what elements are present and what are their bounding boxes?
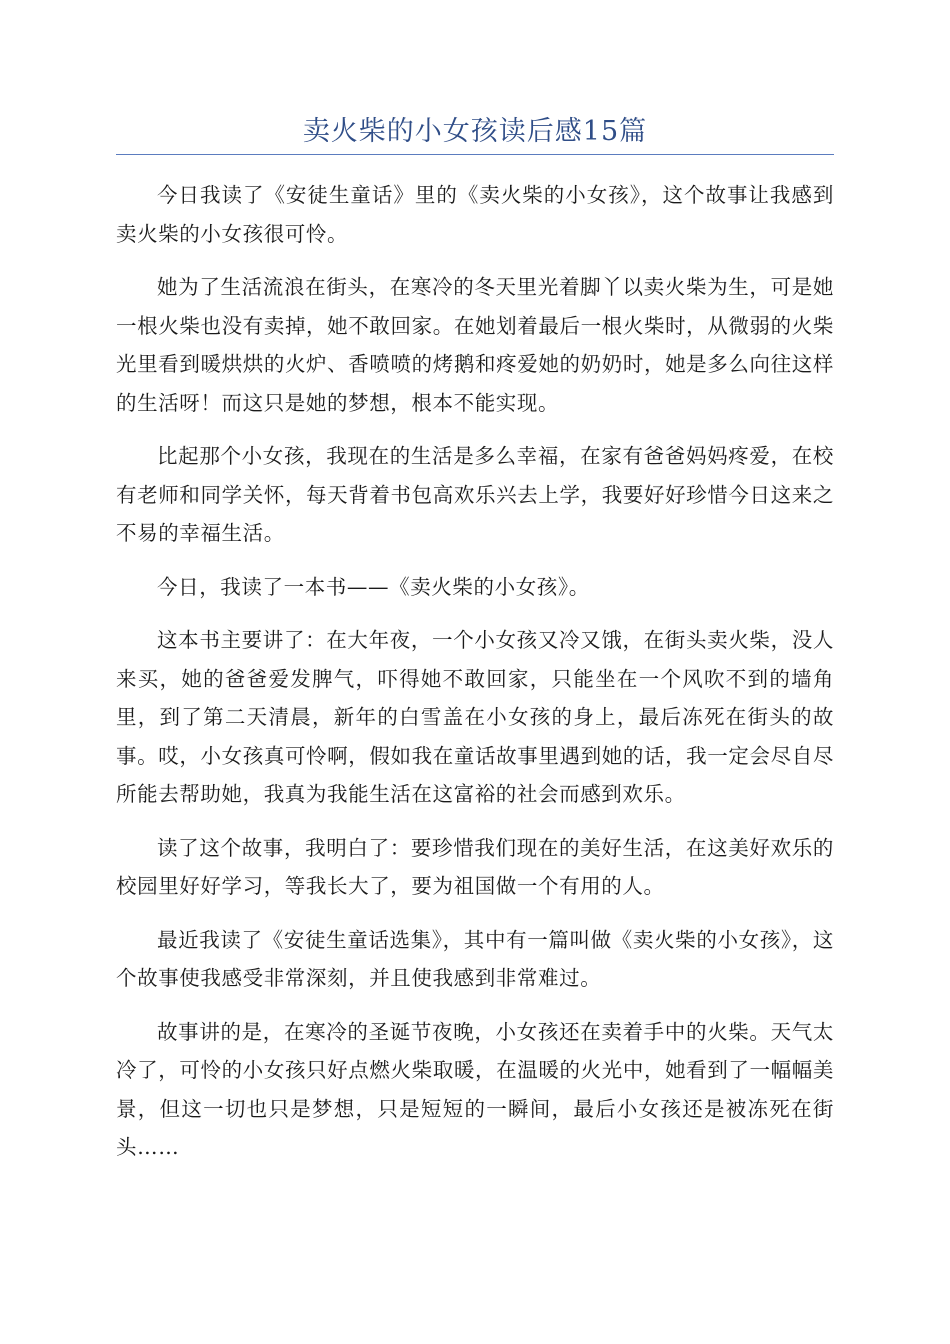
document-body [116,176,834,1182]
paragraph-3: 比起那个小女孩，我现在的生活是多么幸福，在家有爸爸妈妈疼爱，在校有老师和同学关怀，每天背着书包高欢乐兴去上学，我要好好珍惜今日这来之不易的幸福生活。 [116,444,834,545]
paragraph-7: 最近我读了《安徒生童话选集》，其中有一篇叫做《卖火柴的小女孩》，这个故事使我感受非常深刻，并且使我感到非常难过。 [116,927,834,990]
paragraph-1: 今日我读了《安徒生童话》里的《卖火柴的小女孩》，这个故事让我感到卖火柴的小女孩很可怜。 [116,183,834,246]
paragraph-4: 今日，我读了一本书——《卖火柴的小女孩》。 [157,574,590,599]
paragraph-8: 故事讲的是，在寒冷的圣诞节夜晚，小女孩还在卖着手中的火柴。天气太冷了，可怜的小女孩只好点燃火柴取暖，在温暖的火光中，她看到了一幅幅美景，但这一切也只是梦想，只是短短的一瞬间，最后小女孩还是被冻死在街头…… [116,1019,834,1159]
title-underline [116,154,834,155]
page-title: 卖火柴的小女孩读后感15篇 [302,116,648,147]
paragraph-2: 她为了生活流浪在街头，在寒冷的冬天里光着脚丫以卖火柴为生，可是她一根火柴也没有卖掉，她不敢回家。在她划着最后一根火柴时，从微弱的火柴光里看到暖烘烘的火炉、香喷喷的烤鹅和疼爱她的奶奶时，她是多么向往这样的生活呀！而这只是她的梦想，根本不能实现。 [116,275,834,415]
paragraph-5: 这本书主要讲了：在大年夜，一个小女孩又冷又饿，在街头卖火柴，没人来买，她的爸爸爱发脾气，吓得她不敢回家，只能坐在一个风吹不到的墙角里，到了第二天清晨，新年的白雪盖在小女孩的身上，最后冻死在街头的故事。哎，小女孩真可怜啊，假如我在童话故事里遇到她的话，我一定会尽自尽所能去帮助她，我真为我能生活在这富裕的社会而感到欢乐。 [116,628,834,806]
paragraph-6: 读了这个故事，我明白了：要珍惜我们现在的美好生活，在这美好欢乐的校园里好好学习，等我长大了，要为祖国做一个有用的人。 [116,835,834,898]
